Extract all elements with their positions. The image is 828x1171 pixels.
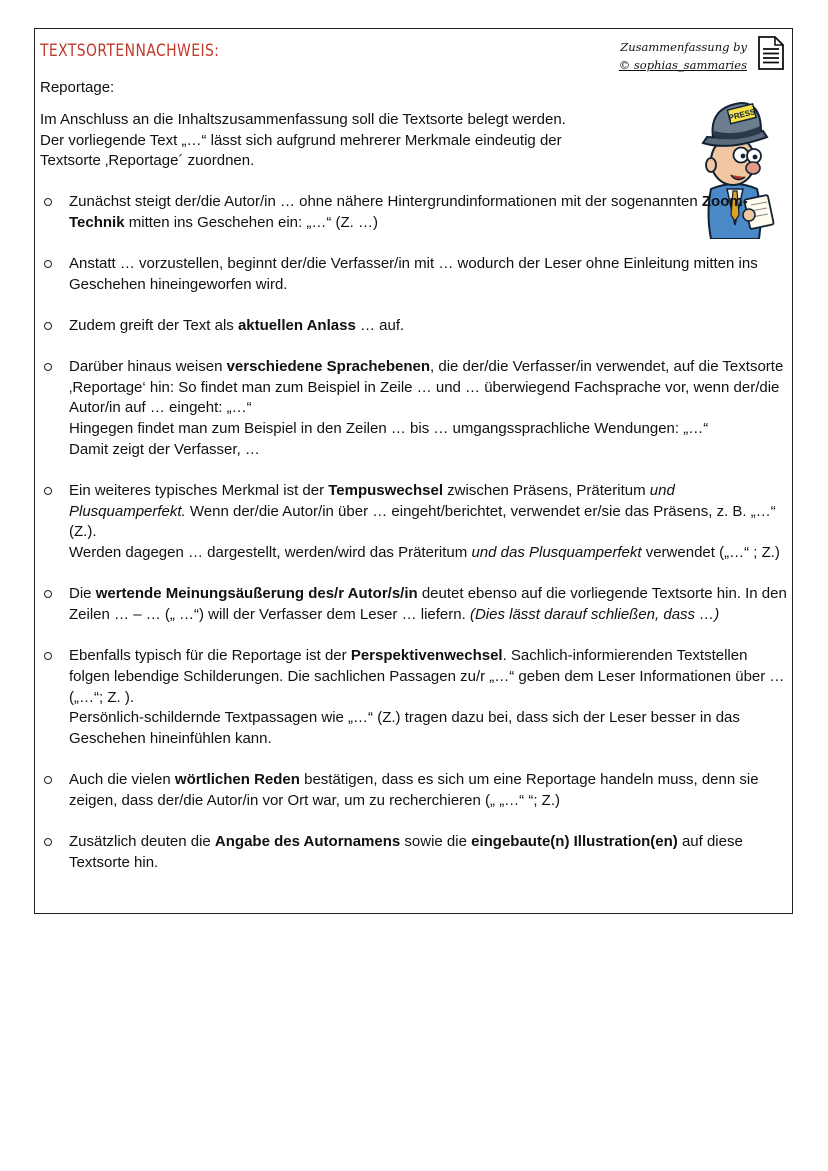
intro-line-2: Der vorliegende Text „…“ lässt sich aufgrund mehrerer Merkmale eindeutig der — [40, 131, 562, 149]
list-item: Die wertende Meinungsäußerung des/r Autor/s/in deutet ebenso auf die vorliegende Textsorte hin. In den Zeilen … – … („ …“) will der Verfasser dem Leser … liefern. (Dies lässt darauf schließen, dass …) — [35, 584, 792, 625]
press-card-label: PRESS — [727, 107, 757, 123]
brand-line-2: © sophias_sammaries — [618, 58, 747, 72]
text-type-heading: Reportage: — [40, 79, 115, 96]
list-item: Zudem greift der Text als aktuellen Anlass … auf. — [35, 316, 792, 337]
content-frame — [34, 28, 793, 914]
list-item: Anstatt … vorzustellen, beginnt der/die Verfasser/in mit … wodurch der Leser ohne Einleitung mitten ins Geschehen hineingeworfen wird. — [35, 254, 792, 295]
intro-line-3: Textsorte ‚Reportage´ zuordnen. — [40, 152, 255, 169]
bullet-icon — [44, 590, 52, 598]
bullet-icon — [44, 260, 52, 268]
brand-line-1: Zusammenfassung by — [620, 40, 747, 54]
list-item: Auch die vielen wörtlichen Reden bestätigen, dass es sich um eine Reportage handeln muss, denn sie zeigen, dass der/die Autor/in vor Ort war, um zu recherchieren („ „…“ “; Z.) — [35, 770, 792, 811]
list-item: Ebenfalls typisch für die Reportage ist der Perspektivenwechsel. Sachlich-informierenden Textstellen folgen lebendige Schilderungen. Die sachlichen Passagen zu/r „…“ geben dem Leser Informationen über … („…“; Z. ). Persönlich-schildernde Textpassagen wie „…“ (Z.) tragen dazu bei, dass sich der Leser besser in das Geschehen hineinfühlen kann. — [35, 646, 792, 750]
intro-paragraph — [40, 110, 660, 172]
feature-list — [35, 192, 792, 874]
bullet-icon — [44, 776, 52, 784]
document-icon — [758, 36, 784, 70]
list-item: Darüber hinaus weisen verschiedene Sprachebenen, die der/die Verfasser/in verwendet, auf die Textsorte ‚Reportage‘ hin: So findet man zum Beispiel in Zeile … und … überwiegend Fachsprache vor, wenn der/die Autor/in auf … eingeht: „…“ Hingegen findet man zum Beispiel in den Zeilen … bis … umgangssprachliche Wendungen: „…“ Damit zeigt der Verfasser, … — [35, 357, 792, 461]
bullet-icon — [44, 322, 52, 330]
list-item: Zunächst steigt der/die Autor/in … ohne nähere Hintergrundinformationen mit der sogenannten Zoom-Technik mitten ins Geschehen ein: „…“ (Z. …) — [35, 192, 792, 233]
intro-line-1: Im Anschluss an die Inhaltszusammenfassung soll die Textsorte belegt werden. — [40, 111, 566, 128]
bullet-icon — [44, 198, 52, 206]
bullet-icon — [44, 363, 52, 371]
list-item: Zusätzlich deuten die Angabe des Autornamens sowie die eingebaute(n) Illustration(en) auf diese Textsorte hin. — [35, 832, 792, 873]
brand-credit — [619, 38, 747, 74]
bullet-icon — [44, 487, 52, 495]
bullet-icon — [44, 652, 52, 660]
section-title: TEXTSORTENNACHWEIS: — [40, 41, 220, 61]
bullet-icon — [44, 838, 52, 846]
list-item: Ein weiteres typisches Merkmal ist der Tempuswechsel zwischen Präsens, Präteritum und Plusquamperfekt. Wenn der/die Autor/in über … eingeht/berichtet, verwendet er/sie das Präsens, z. B. „…“ (Z.). Werden dagegen … dargestellt, werden/wird das Präteritum und das Plusquamperfekt verwendet („…“ ; Z.) — [35, 481, 792, 564]
